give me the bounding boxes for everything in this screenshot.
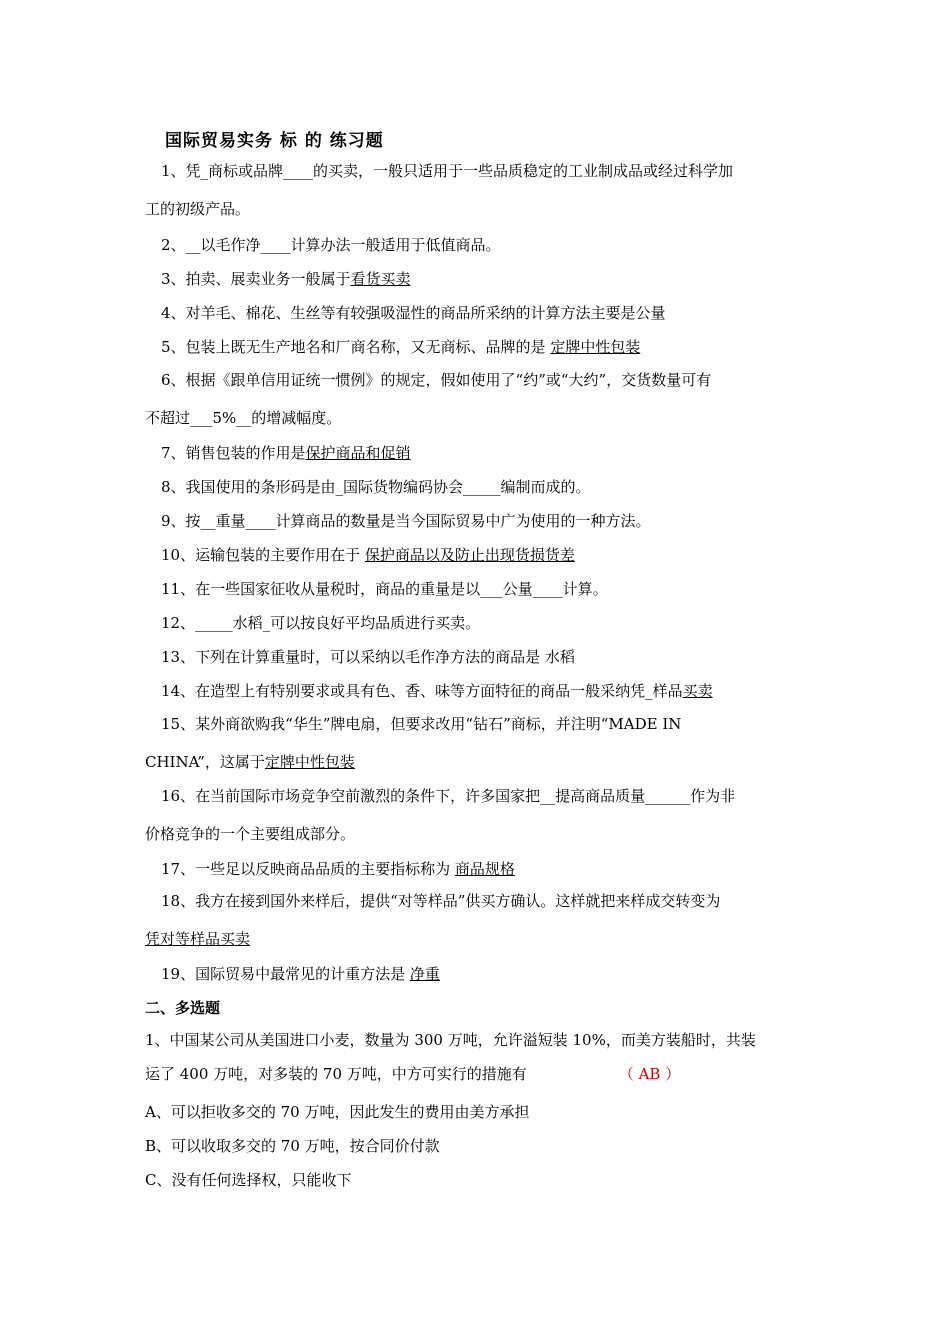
question-text: 13、下列在计算重量时，可以采纳以毛作净方法的商品是 水稻 <box>161 648 575 666</box>
question-text: 18、我方在接到国外来样后，提供“对等样品”供买方确认。这样就把来样成交转变为 <box>161 892 721 910</box>
answer-text: 保护商品和促销 <box>305 444 411 462</box>
question-text: 8、我国使用的条形码是由_国际货物编码协会_____编制而成的。 <box>161 478 591 496</box>
answer-text: （ AB ） <box>618 1065 681 1083</box>
question-text: 11、在一些国家征收从量税时，商品的重量是以___公量____计算。 <box>161 580 608 598</box>
question-17 <box>161 858 515 879</box>
question-text: 1、凭_商标或品牌____的买卖，一般只适用于一些品质稳定的工业制成品或经过科学加 <box>161 162 734 180</box>
question-14 <box>161 680 713 701</box>
question-13 <box>161 646 575 667</box>
question-5 <box>161 336 640 357</box>
question-text: 9、按__重量____计算商品的数量是当今国际贸易中广为使用的一种方法。 <box>161 512 651 530</box>
question-text: 5、包装上既无生产地名和厂商名称，又无商标、品牌的是 <box>161 338 551 356</box>
answer-text: 定牌中性包装 <box>264 753 355 771</box>
question-7 <box>161 442 411 463</box>
option-c: C、没有任何选择权，只能收下 <box>145 1171 352 1189</box>
answer-text: 净重 <box>409 965 440 983</box>
question-text: 7、销售包装的作用是 <box>161 444 306 462</box>
question-16 <box>145 777 810 853</box>
question-text-cont: 运了 400 万吨，对多装的 70 万吨，中方可实行的措施有 <box>145 1065 527 1083</box>
question-text-cont: 不超过___5%__的增减幅度。 <box>145 409 342 427</box>
question-text: 4、对羊毛、棉花、生丝等有较强吸湿性的商品所采纳的计算方法主要是公量 <box>161 304 666 322</box>
question-text: 10、运输包装的主要作用在于 <box>161 546 365 564</box>
question-19 <box>161 963 440 984</box>
question-2 <box>161 234 501 255</box>
answer-text: 凭对等样品买卖 <box>145 930 251 948</box>
question-text: 1、中国某公司从美国进口小麦，数量为 300 万吨，允许溢短装 10%，而美方装船时，共装 <box>145 1031 756 1049</box>
question-11 <box>161 578 608 599</box>
answer-text: 看货买卖 <box>350 270 411 288</box>
question-text: 19、国际贸易中最常见的计重方法是 <box>161 965 410 983</box>
question-text-cont: 价格竞争的一个主要组成部分。 <box>145 825 356 843</box>
answer-text: 商品规格 <box>454 860 515 878</box>
answer-text: 保护商品以及防止出现货损货差 <box>364 546 575 564</box>
option-b: B、可以收取多交的 70 万吨，按合同价付款 <box>145 1137 440 1155</box>
question-text: 3、拍卖、展卖业务一般属于 <box>161 270 351 288</box>
question-9 <box>161 510 651 531</box>
question-text-cont: 工的初级产品。 <box>145 200 251 218</box>
question-text: 17、一些足以反映商品品质的主要指标称为 <box>161 860 455 878</box>
question-text: 16、在当前国际市场竞争空前激烈的条件下，许多国家把__提高商品质量______作为非 <box>161 787 736 805</box>
question-text: 15、某外商欲购我“华生”牌电扇，但要求改用“钻石”商标，并注明“MADE IN <box>161 715 682 733</box>
answer-text: 定牌中性包装 <box>550 338 641 356</box>
answer-text: 买卖 <box>682 682 713 700</box>
question-text: 14、在造型上有特别要求或具有色、香、味等方面特征的商品一般采纳凭_样品 <box>161 682 683 700</box>
question-10 <box>161 544 575 565</box>
question-4 <box>161 302 666 323</box>
question-text: 12、_____水稻_可以按良好平均品质进行买卖。 <box>161 614 481 632</box>
question-text: 6、根据《跟单信用证统一惯例》的规定，假如使用了“约”或“大约”，交货数量可有 <box>161 371 712 389</box>
question-18 <box>145 882 810 958</box>
page-title: 国际贸易实务 标 的 练习题 <box>165 131 384 151</box>
question-text: 2、__以毛作净____计算办法一般适用于低值商品。 <box>161 236 501 254</box>
question-15 <box>145 705 810 781</box>
question-6 <box>145 361 810 437</box>
question-1 <box>145 152 810 228</box>
section-heading-multiple-choice: 二、多选题 <box>145 999 221 1017</box>
question-8 <box>161 476 591 497</box>
option-a: A、可以拒收多交的 70 万吨，因此发生的费用由美方承担 <box>145 1103 530 1121</box>
question-12 <box>161 612 480 633</box>
question-text-cont: CHINA”，这属于 <box>145 753 265 771</box>
question-3 <box>161 268 411 289</box>
mc-question-1 <box>145 1023 810 1091</box>
